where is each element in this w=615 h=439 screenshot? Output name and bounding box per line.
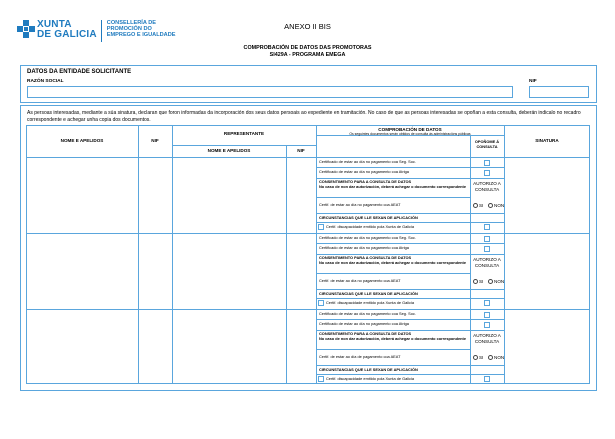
col-name-header: NOME E APELIDOS <box>60 138 104 143</box>
authorize-label: AUTORIZO A CONSULTA <box>473 181 501 192</box>
nif-input[interactable] <box>529 86 589 98</box>
authorize-label: AUTORIZO A CONSULTA <box>473 257 501 268</box>
check-item-social-security: Certificado de estar ao día no pagamento coa Seg. Soc. <box>319 311 416 316</box>
oppose-checkbox[interactable] <box>484 170 490 176</box>
authorize-no-radio[interactable] <box>488 355 493 360</box>
entity-section <box>20 65 597 103</box>
nif-label: NIF <box>529 79 537 84</box>
company-name-input[interactable] <box>27 86 513 98</box>
oppose-checkbox[interactable] <box>484 224 490 230</box>
col-rep-name-header: NOME E APELIDOS <box>207 148 251 153</box>
check-item-aeat: Certif. de estar ao día no pagamento coa AEAT <box>319 278 401 283</box>
oppose-checkbox[interactable] <box>484 236 490 242</box>
check-item-disability: Certif. discapacidade emitido pola Xunta de Galicia <box>326 224 415 229</box>
col-oppose-header: OPOÑOME Á CONSULTA <box>474 139 500 149</box>
disability-checkbox[interactable] <box>318 376 324 382</box>
check-item-atriga: Certificado de estar ao día no pagamento coa Atriga <box>319 245 409 250</box>
consent-title: CONSENTIMENTO PARA A CONSULTA DE DATOS <box>319 255 412 260</box>
department-name: CONSELLERÍA DE PROMOCIÓN DO EMPREGO E IGUALDADE <box>106 20 176 39</box>
check-item-social-security: Certificado de estar ao día no pagamento coa Seg. Soc. <box>319 235 416 240</box>
logo-wordmark: XUNTA DE GALICIA <box>37 19 97 40</box>
authorize-yes-radio[interactable] <box>473 279 478 284</box>
consent-note: No caso de non dar autorización, deberá achegar o documento correspondente <box>319 336 467 341</box>
circumstances-title: CIRCUNSTANCIAS QUE LLE SEXAN DE APLICACIÓN <box>319 291 418 296</box>
oppose-checkbox[interactable] <box>484 246 490 252</box>
col-signature-header: SINATURA <box>535 138 559 143</box>
consent-note: No caso de non dar autorización, deberá achegar o documento correspondente <box>319 184 467 189</box>
consent-title: CONSENTIMENTO PARA A CONSULTA DE DATOS <box>319 331 412 336</box>
authorize-yes-radio[interactable] <box>473 355 478 360</box>
persons-table: NOME E APELIDOS NIF REPRESENTANTE NOME E APELIDOS NIF COMPROBACIÓN DE DATOS Os seguintes documentos serán obtidos de consulta ás administracións públicas OPOÑOME Á CONSULTA SINATURA Certificado de estar ao día no pagamento coa Seg. Soc. Certificado de estar ao día no pagamento coa Atriga CONSENTIMENTO PARA A CONSULTA DE DATOS No caso de non dar autorización, deberá achegar o documento correspondente AUTORIZO A CONSULTA Certif. de estar ao día no pagamento coa AEAT SI NON CIRCUNSTANCIAS QUE LLE SEXAN DE APLICACIÓN Certif. discapacidade emitido pola Xunta de Galicia Certificado de estar ao día no pagamento coa Seg. Soc. Certificado de estar ao día no pagamento coa Atriga CONSENTIMENTO PARA A CONSULTA DE DATOS No caso de non dar autorización, deberá achegar o documento correspondente AUTORIZO A CONSULTA Certif. de estar ao día no pagamento coa AEAT SI NON CIRCUNSTANCIAS QUE LLE SEXAN DE APLICACIÓN Certif. discapacidade emitido pola Xunta de Galicia Certificado de estar ao día no pagamento coa Seg. Soc. Certificado de estar ao día no pagamento coa Atriga CONSENTIMENTO PARA A CONSULTA DE DATOS No caso de non dar autorización, deberá achegar o documento correspondente AUTORIZO A CONSULTA Certif. de estar ao día de pagamento coa AEAT SI NON CIRCUNSTANCIAS QUE LLE SEXAN DE APLICACIÓN Certif. discapacidade emitido pola Xunta de Galicia <box>26 125 590 384</box>
consent-title: CONSENTIMENTO PARA A CONSULTA DE DATOS <box>319 179 412 184</box>
consent-note: No caso de non dar autorización, deberá achegar o documento correspondente <box>319 260 467 265</box>
col-rep-nif-header: NIF <box>297 148 305 153</box>
oppose-checkbox[interactable] <box>484 312 490 318</box>
document-header <box>0 0 615 60</box>
disability-checkbox[interactable] <box>318 224 324 230</box>
check-item-aeat: Certif. de estar ao día de pagamento coa AEAT <box>319 354 401 359</box>
intro-text: As persoas interesadas, mediante a súa sinatura, declaran que foron informadas da incorporación dos seus datos persoais ao expediente en tramitación. No caso de que as persoas interesadas se opoñan a esta consulta, deberán indicalo no recadro correspondente e achegar unha copia dos documentos. <box>27 110 581 124</box>
document-subtitle: COMPROBACIÓN DE DATOS DAS PROMOTORAS SI429A - PROGRAMA EMEGA <box>243 45 372 58</box>
check-item-disability: Certif. discapacidade emitido pola Xunta de Galicia <box>326 300 415 305</box>
check-item-atriga: Certificado de estar ao día no pagamento coa Atriga <box>319 321 409 326</box>
authorize-no-radio[interactable] <box>488 203 493 208</box>
check-item-atriga: Certificado de estar ao día no pagamento coa Atriga <box>319 169 409 174</box>
col-check-header: COMPROBACIÓN DE DATOS Os seguintes documentos serán obtidos de consulta ás administracións públicas <box>349 127 471 136</box>
check-item-aeat: Certif. de estar ao día no pagamento coa AEAT <box>319 202 401 207</box>
circumstances-title: CIRCUNSTANCIAS QUE LLE SEXAN DE APLICACIÓN <box>319 215 418 220</box>
oppose-checkbox[interactable] <box>484 160 490 166</box>
authorize-no-radio[interactable] <box>488 279 493 284</box>
annex-title: ANEXO II BIS <box>284 22 331 31</box>
col-representative-header: REPRESENTANTE <box>223 131 265 136</box>
oppose-checkbox[interactable] <box>484 376 490 382</box>
circumstances-title: CIRCUNSTANCIAS QUE LLE SEXAN DE APLICACIÓN <box>319 367 418 372</box>
authorize-yes-radio[interactable] <box>473 203 478 208</box>
authorize-label: AUTORIZO A CONSULTA <box>473 333 501 344</box>
check-item-social-security: Certificado de estar ao día no pagamento coa Seg. Soc. <box>319 159 416 164</box>
check-item-disability: Certif. discapacidade emitido pola Xunta de Galicia <box>326 376 415 381</box>
entity-title: DATOS DA ENTIDADE SOLICITANTE <box>27 69 132 75</box>
oppose-checkbox[interactable] <box>484 300 490 306</box>
col-nif-header: NIF <box>151 138 159 143</box>
company-name-label: RAZÓN SOCIAL <box>27 79 64 84</box>
disability-checkbox[interactable] <box>318 300 324 306</box>
oppose-checkbox[interactable] <box>484 322 490 328</box>
